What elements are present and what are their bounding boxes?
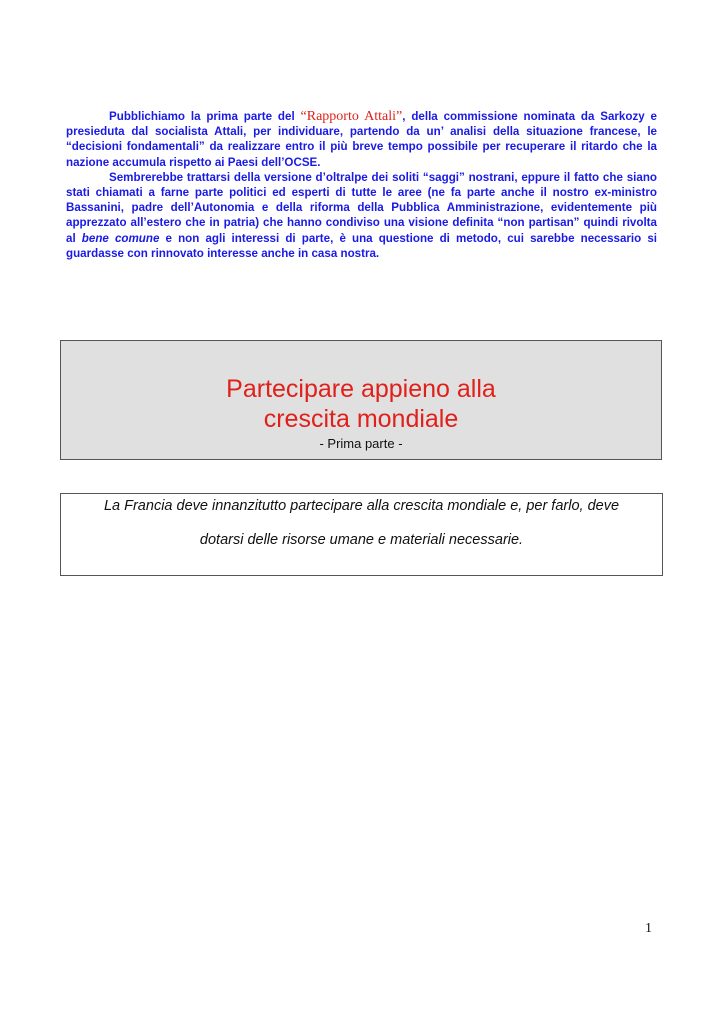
rapporto-attali-highlight: “Rapporto Attali” — [300, 109, 403, 124]
intro-p2-pre: Sembrerebbe trattarsi della versione d’oltralpe dei soliti “saggi” nostrani, eppure il fatto che siano stati chiamati a farne parte politici ed esperti di tutte le aree (ne fa parte anche il nostro ex-ministro Bassanini, padre dell’Autonomia e della riforma della Pubblica Amministrazione, evidentemente più apprezzato all’estero che in patria) che hanno condiviso una visione definita “non partisan” quindi rivolta al — [66, 170, 657, 245]
bene-comune-emphasis: bene comune — [81, 231, 160, 245]
page-number: 1 — [645, 921, 652, 936]
lead-line-2: dotarsi delle risorse umane e materiali necessarie. — [199, 532, 524, 548]
intro-paragraph-2 — [66, 170, 657, 261]
page-subtitle: - Prima parte - — [319, 436, 403, 451]
lead-box — [60, 493, 663, 576]
intro-p1-post: , della commissione nominata da Sarkozy e presieduta dal socialista Attali, per individuare, partendo da un’ analisi della situazione francese, le “decisioni fondamentali” da realizzare entro il più breve tempo possibile per recuperare il ritardo che la nazione accumula rispetto ai Paesi dell’OCSE. — [66, 110, 657, 169]
title-box — [60, 340, 662, 460]
intro-p1-pre: Pubblichiamo la prima parte del — [109, 110, 301, 123]
intro-paragraph-1 — [66, 109, 657, 170]
intro-text — [66, 109, 657, 261]
page-title-line-2: crescita mondiale — [263, 405, 459, 433]
lead-line-1: La Francia deve innanzitutto partecipare alla crescita mondiale e, per farlo, deve — [103, 498, 620, 514]
intro-p2-post: e non agli interessi di parte, è una questione di metodo, cui sarebbe necessario si guardasse con rinnovato interesse anche in casa nostra. — [66, 231, 658, 260]
page-title-line-1: Partecipare appieno alla — [226, 375, 496, 403]
